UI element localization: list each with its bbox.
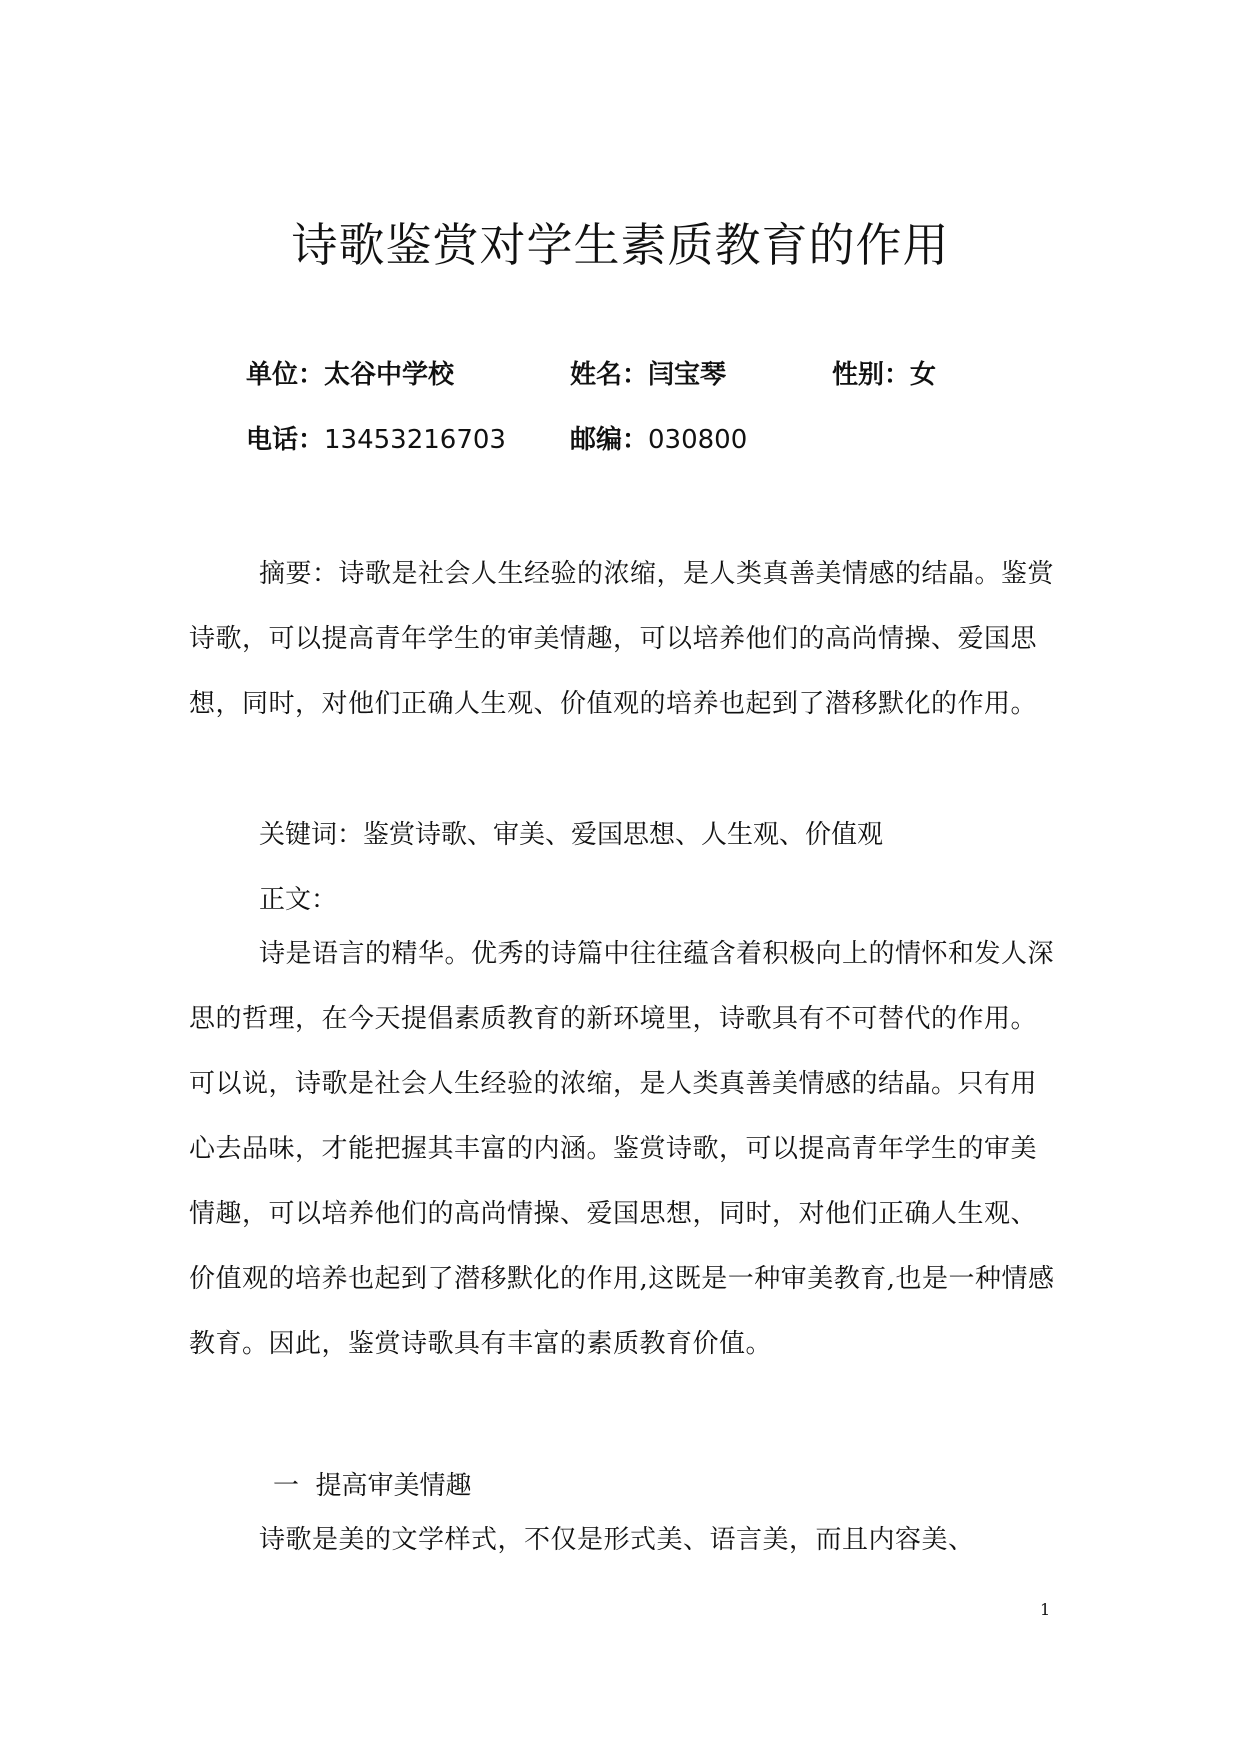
author-name: 姓名：闫宝琴 xyxy=(570,360,727,390)
section-paragraph: 诗歌是美的文学样式，不仅是形式美、语言美，而且内容美、 xyxy=(259,1525,975,1555)
postcode-value: 030800 xyxy=(648,425,748,455)
phone-value: 13453216703 xyxy=(324,425,506,455)
body-label: 正文： xyxy=(259,885,338,915)
abstract-paragraph: 摘要：诗歌是社会人生经验的浓缩，是人类真善美情感的结晶。鉴赏诗歌，可以提高青年学生的审美情趣，可以培养他们的高尚情操、爱国思想，同时，对他们正确人生观、价值观的培养也起到了潜移默化的作用。 xyxy=(189,559,1055,719)
author-phone xyxy=(246,420,506,460)
postcode-label: 邮编： xyxy=(570,425,649,455)
section-heading: 一 提高审美情趣 xyxy=(273,1471,472,1501)
page-number: 1 xyxy=(1040,1600,1051,1619)
phone-label: 电话： xyxy=(246,425,325,455)
author-gender: 性别：女 xyxy=(832,360,937,390)
author-unit: 单位：太谷中学校 xyxy=(246,360,455,390)
document-title: 诗歌鉴赏对学生素质教育的作用 xyxy=(291,218,950,272)
keywords-line: 关键词：鉴赏诗歌、审美、爱国思想、人生观、价值观 xyxy=(259,820,884,850)
body-paragraph: 诗是语言的精华。优秀的诗篇中往往蕴含着积极向上的情怀和发人深思的哲理，在今天提倡素质教育的新环境里，诗歌具有不可替代的作用。可以说，诗歌是社会人生经验的浓缩，是人类真善美情感的结晶。只有用心去品味，才能把握其丰富的内涵。鉴赏诗歌，可以提高青年学生的审美情趣，可以培养他们的高尚情操、爱国思想，同时，对他们正确人生观、价值观的培养也起到了潜移默化的作用,这既是一种审美教育,也是一种情感教育。因此，鉴赏诗歌具有丰富的素质教育价值。 xyxy=(189,939,1055,1359)
author-postcode xyxy=(570,420,747,460)
